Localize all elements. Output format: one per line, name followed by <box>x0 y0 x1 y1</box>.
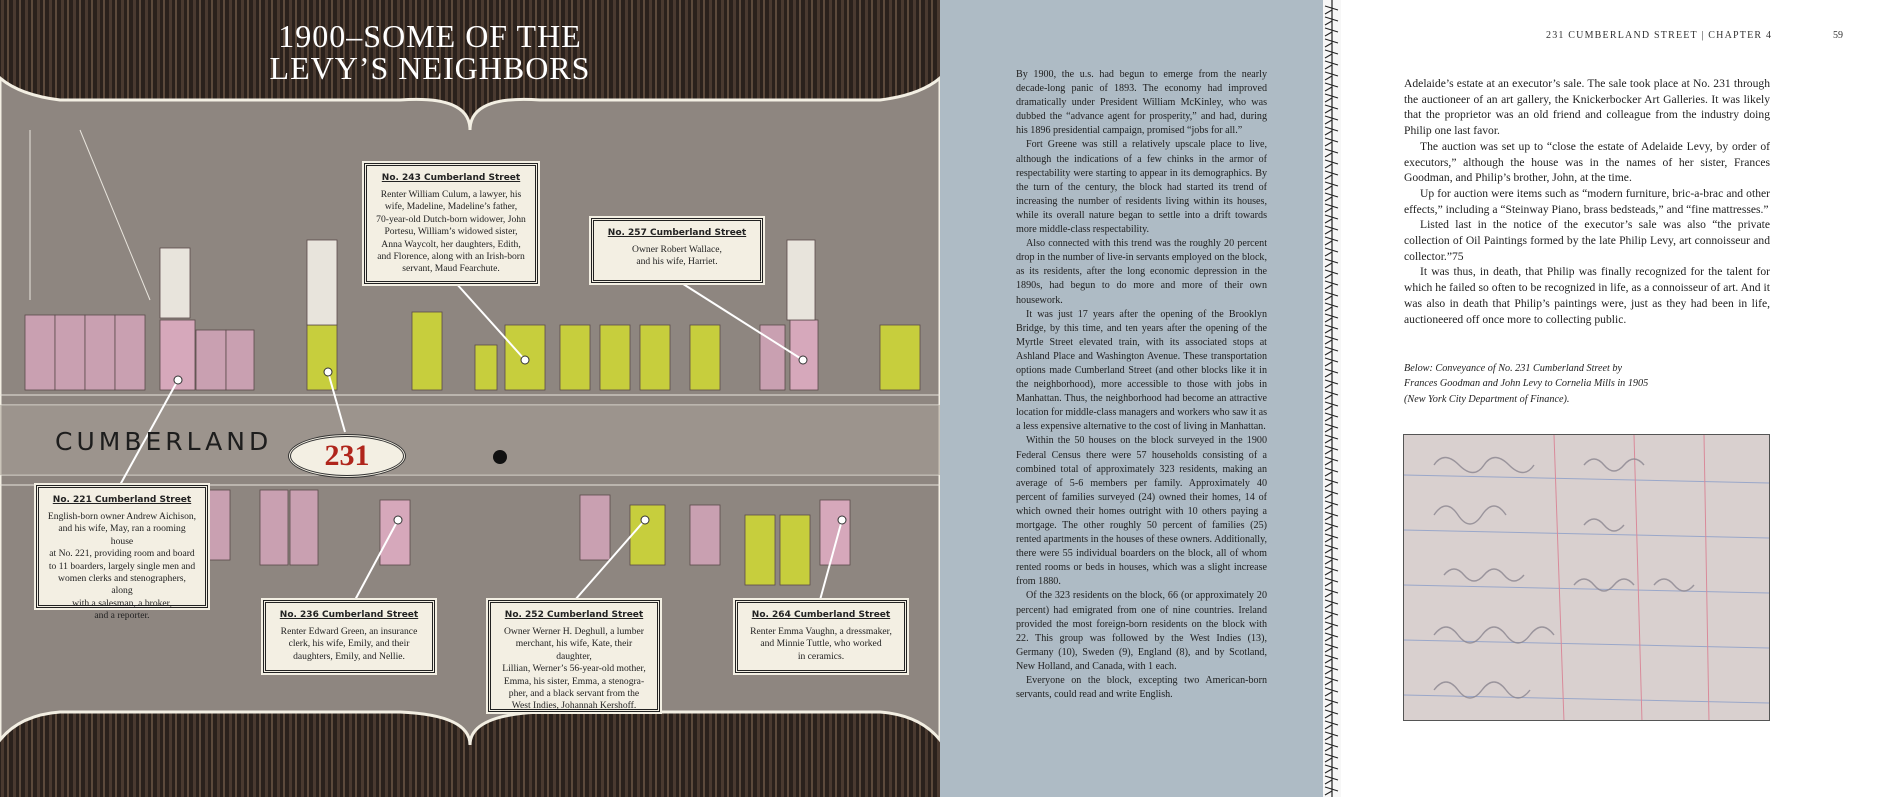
ledger-photo <box>1403 434 1770 721</box>
callout-line: Anna Waycolt, her daughters, Edith, <box>381 238 521 250</box>
photo-caption <box>1404 361 1770 407</box>
paragraph: Within the 50 houses on the block surveyed in the 1900 Federal Census there were 57 households consisting of a combined total of approximately 323 residents, making an average of 5-6 members per family. Approximately 40 percent of families surveyed (24) owned their homes, 14 of which owned their homes outright with 10 others paying a mortgage. The other roughly 50 percent of families (25) rented apartments in the houses of these owners. Additionally, there were 55 individual boarders on the block, all of whom rented rooms or beds in houses, which was a slight increase from 1880. <box>1016 435 1267 588</box>
callout-no-236 <box>263 600 435 673</box>
callout-body <box>375 189 527 276</box>
headline-line-1: 1900–SOME OF THE <box>278 18 582 54</box>
body-text-right <box>1404 76 1770 327</box>
spiral-binding <box>1323 0 1341 797</box>
ledger-image <box>1404 435 1770 721</box>
callout-line: women clerks and stenographers, along <box>58 573 186 597</box>
callout-title: No. 257 Cumberland Street <box>607 228 747 238</box>
callout-line: merchant, his wife, Kate, their daughter, <box>515 638 633 662</box>
callout-title: No. 243 Cumberland Street <box>381 173 521 183</box>
callout-line: and Florence, along with an Irish-born <box>377 251 525 263</box>
callout-no-264 <box>735 600 907 673</box>
callout-line: and Minnie Tuttle, who worked <box>760 638 882 650</box>
callout-line: Emma, his sister, Emma, a stenogra- <box>503 675 645 687</box>
body-text-column <box>1016 68 1267 702</box>
callout-body <box>274 626 424 663</box>
callout-title: No. 264 Cumberland Street <box>751 610 891 620</box>
caption-line: Frances Goodman and John Levy to Cornelia Mills in 1905 <box>1404 378 1649 390</box>
paragraph: Listed last in the notice of the executor’s sale was also “the private collection of Oil Paintings formed by the late Philip Levy, art connoisseur and collector.”75 <box>1404 218 1770 263</box>
callout-line: clerk, his wife, Emily, and their <box>288 638 410 650</box>
paragraph: Fort Greene was still a relatively upscale place to live, although the indications of a few chinks in the armor of respectability were starting to appear in its demographics. By the turn of the century, the block had started its trend of increasing the number of residents living within its houses, while its overall nature began to settle into a drift towards more middle-class respectability. <box>1016 139 1267 236</box>
paragraph: It was thus, in death, that Philip was finally recognized for the talent for which he failed so often to be recognized in life, as a connoisseur of art. And it was also in death that Philip’s paintings were, just as they had been in life, auctioneered off once more to collecting public. <box>1404 265 1770 326</box>
callout-line: pher, and a black servant from the <box>508 688 640 700</box>
headline-line-2: LEVY’S NEIGHBORS <box>269 50 591 86</box>
callout-line: West Indies, Johannah Kershoff. <box>511 700 637 712</box>
callout-no-252 <box>488 600 660 712</box>
house-number-badge: 231 <box>288 434 406 478</box>
callout-line: servant, Maud Fearchute. <box>402 263 500 275</box>
callout-no-221 <box>36 485 208 622</box>
paragraph: Also connected with this trend was the roughly 20 percent drop in the number of live-in servants employed on the block, as its residents, after the long economic depression in the 1890s, had begun to do more and more of their own housework. <box>1016 238 1267 306</box>
callout-title: No. 252 Cumberland Street <box>504 610 644 620</box>
callout-line: English-born owner Andrew Aichison, <box>47 511 197 522</box>
callout-line: and his wife, May, ran a rooming house <box>58 523 186 547</box>
callout-body <box>499 626 649 713</box>
callout-line: to 11 boarders, largely single men and <box>48 560 196 572</box>
caption-line: Below: Conveyance of No. 231 Cumberland Street by <box>1404 363 1623 374</box>
page-headline <box>230 20 630 84</box>
callout-line: with a salesman, a broker, <box>72 597 172 609</box>
callout-body <box>47 511 197 623</box>
callout-line: Renter William Culum, a lawyer, his <box>380 189 522 200</box>
paragraph: Adelaide’s estate at an executor’s sale. The sale took place at No. 231 through the auctioneer of an art gallery, the Knickerbocker Art Galleries. It was likely that the proprietor was an old friend and colleague from the industry doing Philip one last favor. <box>1404 77 1770 138</box>
page-number: 59 <box>1833 30 1843 41</box>
callout-body <box>746 626 896 663</box>
callout-line: Lillian, Werner’s 56-year-old mother, <box>502 663 646 675</box>
paragraph: Up for auction were items such as “modern furniture, bric-a-brac and other effects,” including a “Steinway Piano, brass bedsteads,” and “fine mattresses.” <box>1404 186 1770 216</box>
caption-line: (New York City Department of Finance). <box>1404 393 1570 405</box>
callout-line: 70-year-old Dutch-born widower, John <box>376 213 526 225</box>
callout-body <box>602 244 752 269</box>
callout-title: No. 236 Cumberland Street <box>279 610 419 620</box>
paragraph: The auction was set up to “close the estate of Adelaide Levy, by order of executors,” although the house was in the names of her sister, Frances Goodman, and Philip’s brother, John, at the time. <box>1404 139 1770 185</box>
paragraph: It was just 17 years after the opening of the Brooklyn Bridge, by this time, and ten years after the opening of the Myrtle Street elevated train, with its associated stops at Ashland Place and Washington Avenue. These transportation options made Cumberland Street (and other blocks like it in the neighborhood), more accessible to those with jobs in Manhattan. Thus, the neighborhood had become an attractive location for middle-class managers and workers who saw it as a less expensive alternative to the cost of living in Manhattan. <box>1016 308 1267 433</box>
callout-line: Portesu, William’s widowed sister, <box>384 226 518 238</box>
callout-title: No. 221 Cumberland Street <box>52 495 192 505</box>
callout-line: Owner Robert Wallace, <box>632 244 722 255</box>
running-header: 231 CUMBERLAND STREET | CHAPTER 4 <box>1546 30 1773 41</box>
callout-line: and his wife, Harriet. <box>636 256 718 268</box>
callout-line: wife, Madeline, Madeline’s father, <box>384 201 518 213</box>
callout-line: and a reporter. <box>94 610 150 622</box>
callout-line: Renter Edward Green, an insurance <box>280 626 418 637</box>
paragraph: Everyone on the block, excepting two American-born servants, could read and write English. <box>1016 675 1267 701</box>
callout-line: Owner Werner H. Deghull, a lumber <box>504 626 644 637</box>
callout-line: in ceramics. <box>797 650 845 662</box>
street-name-label: CUMBERLAND <box>55 427 273 456</box>
callout-no-257 <box>591 218 763 283</box>
paragraph: Of the 323 residents on the block, 66 (or approximately 20 percent) had emigrated from one of nine countries. Ireland provided the most foreign-born residents on the block with 22. This group was followed by the West Indies (13), Germany (10), Sweden (9), England (8), and by Scotland, New Holland, and Canada, with 1 each. <box>1016 590 1267 672</box>
callout-line: daughters, Emily, and Nellie. <box>293 650 405 662</box>
callout-line: at No. 221, providing room and board <box>49 548 195 560</box>
callout-no-243 <box>364 163 538 284</box>
callout-line: Renter Emma Vaughn, a dressmaker, <box>750 626 892 637</box>
paragraph: By 1900, the u.s. had begun to emerge from the nearly decade-long panic of 1893. The economy had improved dramatically under President William McKinley, who was dubbed the “advance agent for prosperity,” and had, during his 1896 presidential campaign, promised “jobs for all.” <box>1016 69 1267 137</box>
